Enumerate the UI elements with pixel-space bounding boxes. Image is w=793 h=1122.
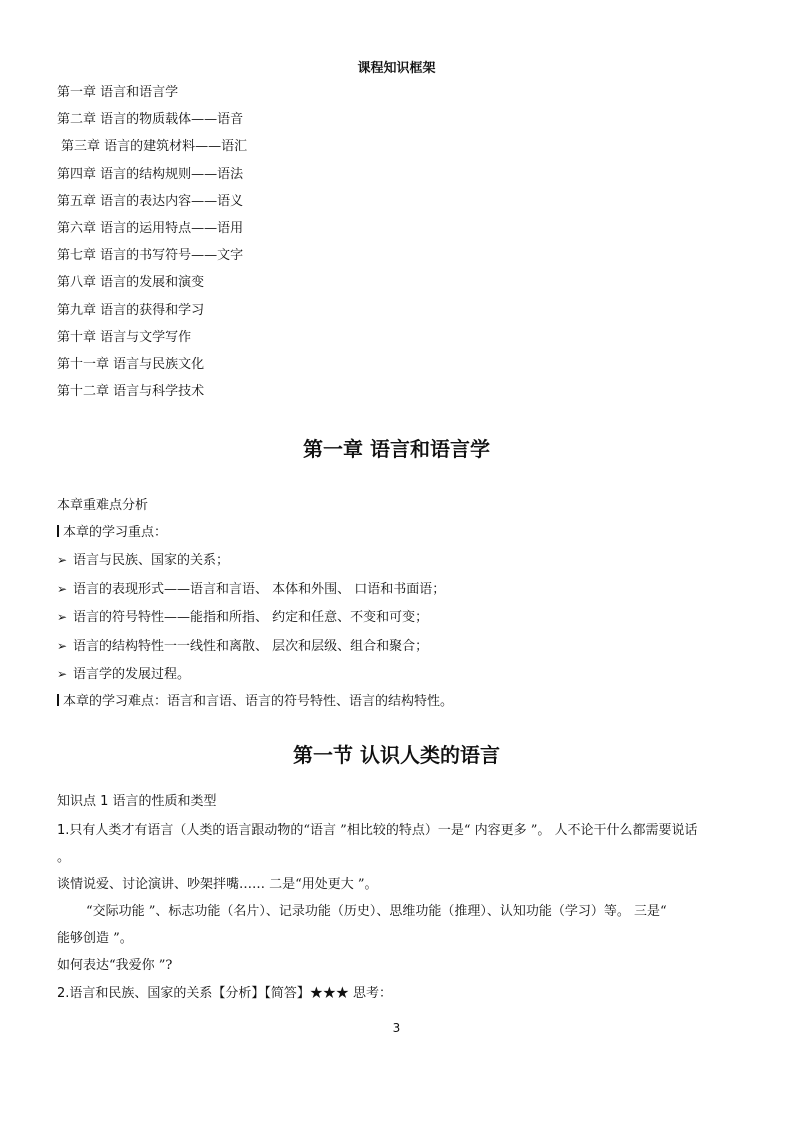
key-point-item [57, 664, 190, 685]
arrow-bullet-icon: ➢ [57, 610, 68, 624]
key-point-item [57, 607, 428, 628]
knowledge-point-title [57, 792, 217, 812]
difficult-points-text: 本章的学习难点：语言和言语、语言的符号特性、语言的结构特性。 [63, 694, 454, 709]
knowledge-point-prefix: 知识点 1 [57, 794, 109, 809]
bullet-bar-icon [57, 694, 59, 706]
chapter-list-item: 第七章 语言的书写符号——文字 [57, 248, 244, 264]
paragraph-1 [57, 821, 698, 841]
chapter-list-item: 第十一章 语言与民族文化 [57, 356, 205, 372]
key-point-text: 语言的结构特性一一线性和离散、 层次和层级、组合和聚合； [73, 639, 429, 654]
paragraph-2: 谈情说爱、讨论演讲、吵架拌嘴…… 二是“用处更大 ”。 [57, 877, 378, 892]
chapter-list-item: 第二章 语言的物质载体——语音 [57, 112, 244, 128]
paragraph-text: 只有人类才有语言（人类的语言跟动物的“语言 ”相比较的特点）一是“ 内容更多 ”。 人不论干什么都需要说话 [69, 823, 698, 838]
chapter-list-item: 第八章 语言的发展和演变 [57, 275, 205, 291]
key-points-label-text: 本章的学习重点： [63, 525, 168, 540]
arrow-bullet-icon: ➢ [57, 667, 68, 681]
key-point-text: 语言的符号特性——能指和所指、 约定和任意、不变和可变； [73, 610, 429, 625]
knowledge-point-title-text: 语言的性质和类型 [108, 794, 217, 809]
key-point-item [57, 550, 229, 571]
framework-title: 课程知识框架 [357, 61, 436, 76]
key-point-item [57, 579, 445, 600]
chapter-list-item: 第十二章 语言与科学技术 [57, 384, 205, 400]
chapter-list-item: 第六章 语言的运用特点——语用 [57, 220, 244, 236]
chapter-list-item: 第四章 语言的结构规则——语法 [57, 166, 244, 182]
page-number: 3 [392, 1021, 401, 1035]
chapter-list-item: 第三章 语言的建筑材料——语汇 [61, 139, 248, 155]
key-points-label [57, 523, 167, 543]
key-point-text: 语言的表现形式——语言和言语、 本体和外围、 口语和书面语； [73, 582, 446, 597]
key-point-item [57, 636, 428, 657]
paragraph-6 [57, 984, 392, 1004]
chapter-list-item: 第十章 语言与文学写作 [57, 329, 192, 345]
paragraph-3: “交际功能 ”、标志功能（名片）、记录功能（历史）、思维功能（推理）、认知功能（学习）等。 三是“ [86, 904, 667, 919]
bullet-bar-icon [57, 525, 59, 537]
analysis-label: 本章重难点分析 [57, 498, 149, 513]
chapter-list-item: 第一章 语言和语言学 [57, 85, 179, 100]
paragraph-1-end: 。 [57, 850, 71, 865]
arrow-bullet-icon: ➢ [57, 639, 68, 653]
key-point-text: 语言学的发展过程。 [73, 667, 191, 682]
arrow-bullet-icon: ➢ [57, 553, 68, 567]
chapter-list-item: 第五章 语言的表达内容——语义 [57, 193, 244, 209]
key-point-text: 语言与民族、国家的关系； [73, 553, 230, 568]
chapter-list-item: 第九章 语言的获得和学习 [57, 302, 205, 318]
chapter-list [57, 83, 247, 409]
paragraph-number: 1. [57, 823, 70, 838]
section-heading: 第一节 认识人类的语言 [293, 743, 500, 767]
difficult-points [57, 692, 453, 712]
paragraph-text: 语言和民族、国家的关系【分析】【简答】★★★ 思考： [69, 986, 393, 1001]
paragraph-number: 2. [57, 986, 70, 1001]
chapter-heading: 第一章 语言和语言学 [303, 437, 490, 461]
paragraph-4: 能够创造 ”。 [57, 931, 133, 946]
paragraph-5: 如何表达“我爱你 ”? [57, 958, 173, 973]
arrow-bullet-icon: ➢ [57, 582, 68, 596]
